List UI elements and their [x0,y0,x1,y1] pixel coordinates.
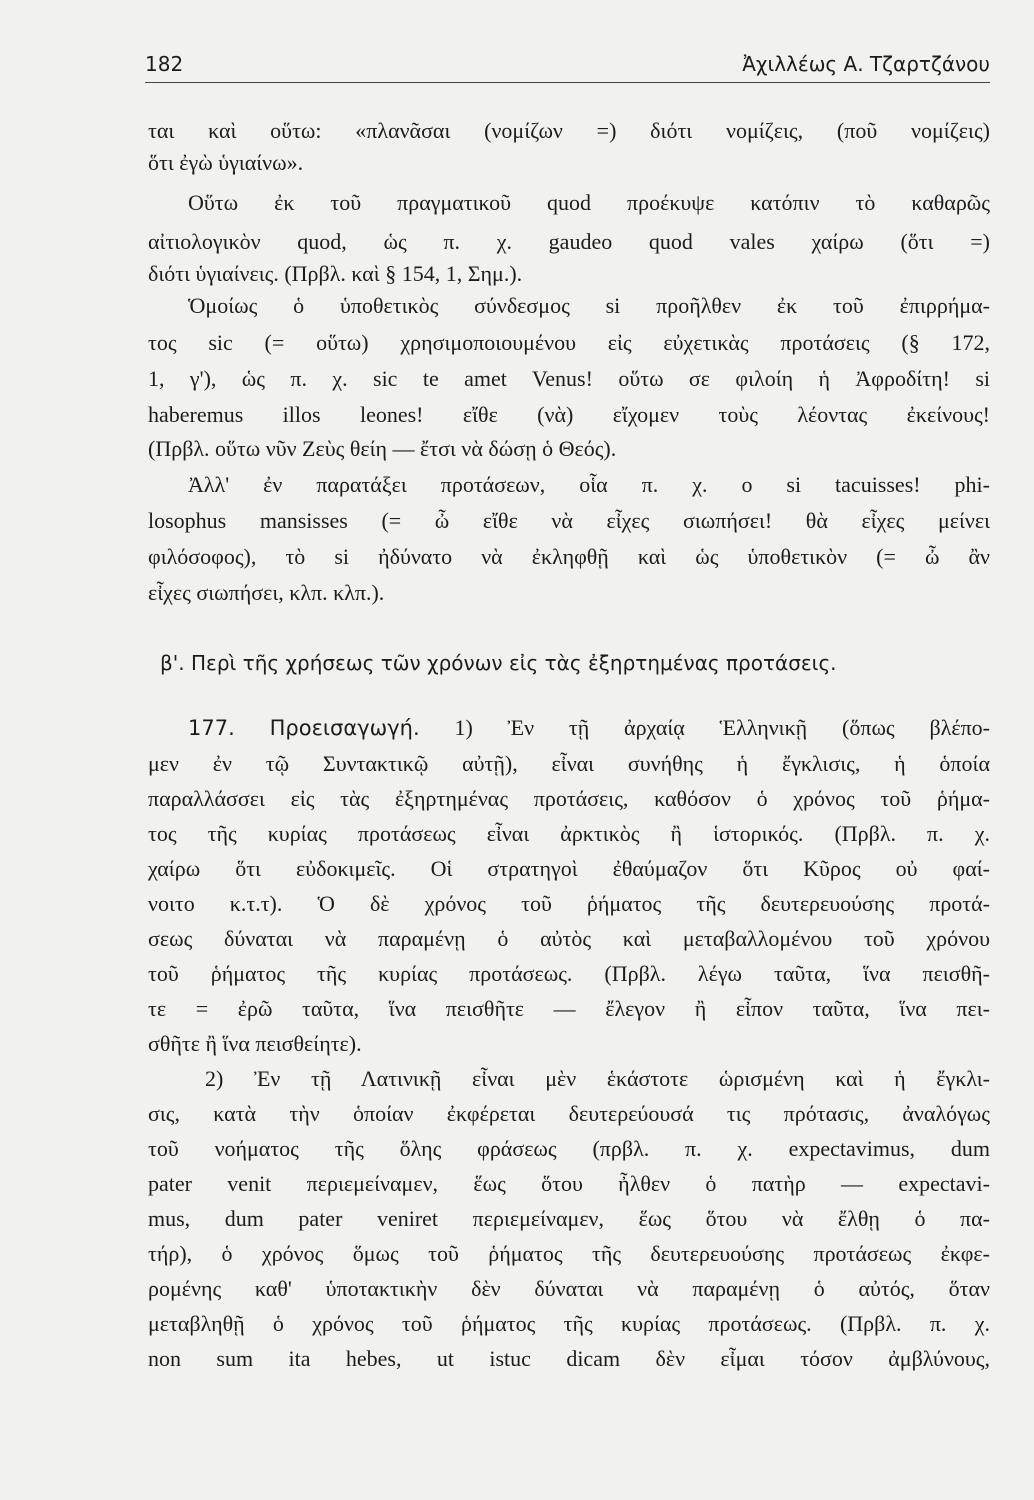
text-line: τε = ἐρῶ ταῦτα, ἵνα πεισθῆτε — ἔλεγον ἢ εἶπον ταῦτα, ἵνα πει- [148,996,990,1021]
text-line: εἶχες σιωπήσει, κλπ. κλπ.). [148,580,385,605]
text-line: Ὁμοίως ὁ ὑποθετικὸς σύνδεσμος si προῆλθεν ἐκ τοῦ ἐπιρρήμα- [188,293,990,318]
text-line: σθῆτε ἢ ἵνα πεισθείητε). [148,1031,362,1056]
section-title: Προεισαγωγή. [269,716,420,740]
text-line: τήρ), ὁ χρόνος ὅμως τοῦ ῥήματος τῆς δευτερευούσης προτάσεως ἐκφε- [148,1241,990,1266]
section-first-line: 1) Ἐν τῇ ἀρχαίᾳ Ἑλληνικῇ (ὅπως βλέπο- [454,715,990,740]
text-line: ὅτι ἐγὼ ὑγιαίνω». [148,150,304,175]
text-line: (Πρβλ. οὕτω νῦν Ζεὺς θείη — ἔτσι νὰ δώσῃ ὁ Θεός). [148,436,617,461]
text-line: non sum ita hebes, ut istuc dicam δὲν εἶμαι τόσον ἀμβλύνους, [148,1346,990,1371]
text-line: 1, γ'), ὡς π. χ. sic te amet Venus! οὕτω σε φιλοίη ἡ Ἀφροδίτη! si [148,366,990,391]
text-line: νοιτο κ.τ.τ). Ὁ δὲ χρόνος τοῦ ῥήματος τῆς δευτερευούσης προτά- [148,891,990,916]
subsection-title: β'. Περὶ τῆς χρήσεως τῶν χρόνων εἰς τὰς ἐξηρτημένας προτάσεις. [160,651,837,675]
text-line: mus, dum pater veniret περιεμείναμεν, ἕως ὅτου νὰ ἔλθῃ ὁ πα- [148,1206,990,1231]
text-line: μεταβληθῇ ὁ χρόνος τοῦ ῥήματος τῆς κυρίας προτάσεως. (Πρβλ. π. χ. [148,1311,990,1336]
section-opening-line [188,712,990,744]
text-line: αἰτιολογικὸν quod, ὡς π. χ. gaudeo quod vales χαίρω (ὅτι =) [148,229,990,254]
text-line: ρομένης καθ' ὑποτακτικὴν δὲν δύναται νὰ παραμένῃ ὁ αὐτός, ὅταν [148,1276,990,1301]
section-number: 177. [188,716,235,740]
page-number: 182 [145,52,184,76]
text-line: χαίρω ὅτι εὐδοκιμεῖς. Οἱ στρατηγοὶ ἐθαύμαζον ὅτι Κῦρος οὐ φαί- [148,856,990,881]
text-line: ται καὶ οὕτω: «πλανᾶσαι (νομίζων =) διότι νομίζεις, (ποῦ νομίζεις) [148,118,990,143]
text-line: μεν ἐν τῷ Συντακτικῷ αὐτῇ), εἶναι συνήθης ἡ ἔγκλισις, ἡ ὁποία [148,751,990,776]
text-line: σις, κατὰ τὴν ὁποίαν ἐκφέρεται δευτερεύουσά τις πρότασις, ἀναλόγως [148,1101,990,1126]
text-line: φιλόσοφος), τὸ si ἠδύνατο νὰ ἐκληφθῇ καὶ ὡς ὑποθετικὸν (= ὦ ἂν [148,544,990,569]
text-line: τοῦ ῥήματος τῆς κυρίας προτάσεως. (Πρβλ. λέγω ταῦτα, ἵνα πεισθῆ- [148,961,990,986]
text-line: τος τῆς κυρίας προτάσεως εἶναι ἀρκτικὸς ἢ ἱστορικός. (Πρβλ. π. χ. [148,821,990,846]
text-line: losophus mansisses (= ὦ εἴθε νὰ εἶχες σιωπήσει! θὰ εἶχες μείνει [148,508,990,533]
text-line: διότι ὑγιαίνεις. (Πρβλ. καὶ § 154, 1, Σημ.). [148,261,523,286]
text-line: παραλλάσσει εἰς τὰς ἐξηρτημένας προτάσεις, καθόσον ὁ χρόνος τοῦ ῥήμα- [148,786,990,811]
text-line: τος sic (= οὕτω) χρησιμοποιουμένου εἰς εὐχετικὰς προτάσεις (§ 172, [148,330,990,355]
text-line: pater venit περιεμείναμεν, ἕως ὅτου ἦλθεν ὁ πατὴρ — expectavi- [148,1171,990,1196]
text-line: Ἀλλ' ἐν παρατάξει προτάσεων, οἷα π. χ. o si tacuisses! phi- [188,472,990,497]
text-line: τοῦ νοήματος τῆς ὅλης φράσεως (πρβλ. π. χ. expectavimus, dum [148,1136,990,1161]
text-line: Οὕτω ἐκ τοῦ πραγματικοῦ quod προέκυψε κατόπιν τὸ καθαρῶς [188,190,990,215]
header-rule [145,82,990,83]
running-head: Ἀχιλλέως Α. Τζαρτζάνου [742,52,990,76]
text-line: σεως δύναται νὰ παραμένῃ ὁ αὐτὸς καὶ μεταβαλλομένου τοῦ χρόνου [148,926,990,951]
text-line: haberemus illos leones! εἴθε (νὰ) εἴχομεν τοὺς λέοντας ἐκείνους! [148,402,990,427]
text-line: 2) Ἐν τῇ Λατινικῇ εἶναι μὲν ἑκάστοτε ὡρισμένη καὶ ἡ ἔγκλι- [205,1066,990,1091]
page-header [145,46,990,80]
